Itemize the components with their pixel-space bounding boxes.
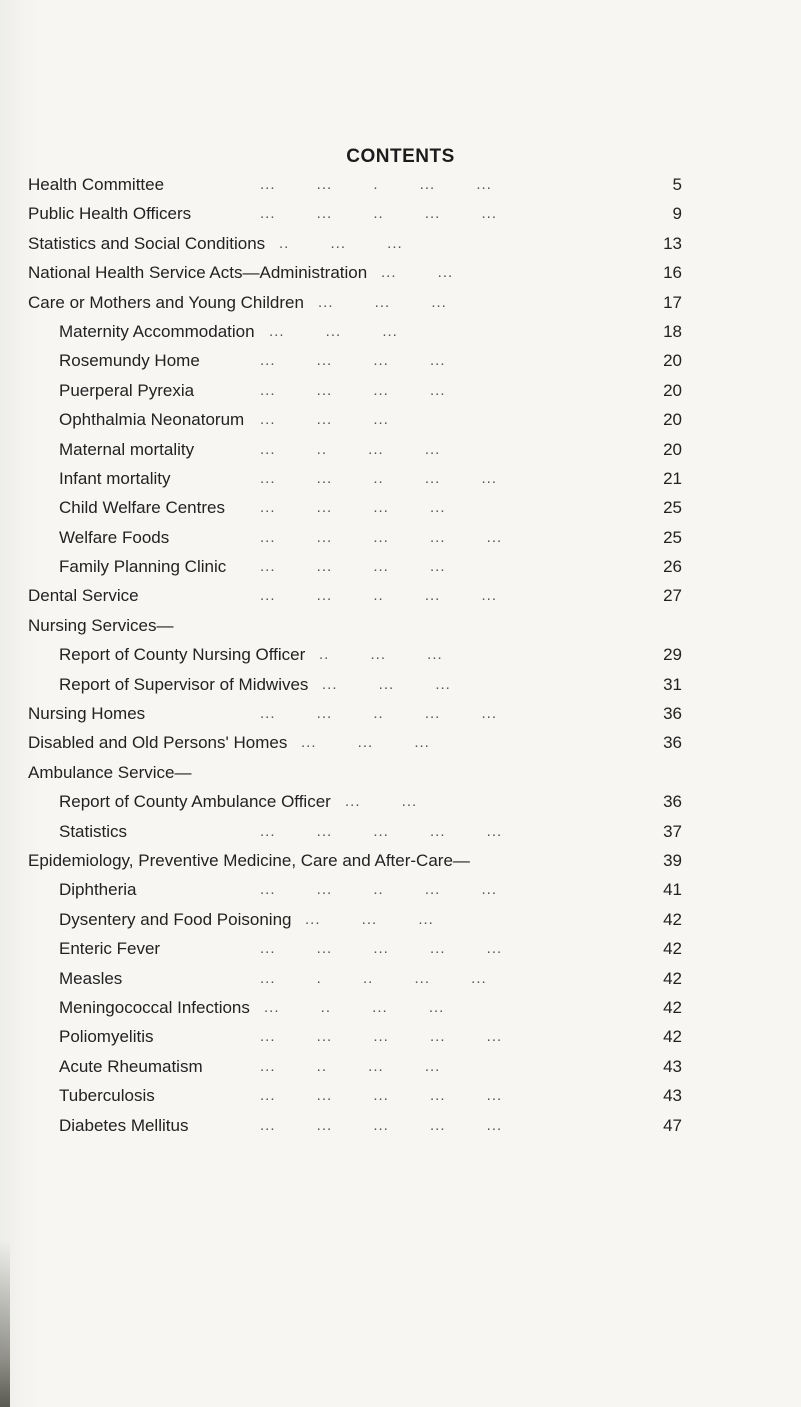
toc-entry-label: Dental Service (28, 586, 139, 606)
toc-entry-page-number: 36 (663, 733, 682, 753)
toc-entry (28, 787, 728, 816)
toc-entry-leader: ... ... ... ... (260, 381, 446, 399)
toc-entry (28, 405, 728, 434)
toc-entry-leader: ... ... ... (301, 734, 430, 752)
scan-binding-shadow (0, 1240, 10, 1407)
toc-entry (28, 875, 728, 904)
toc-entry (28, 699, 728, 728)
toc-entry-label: Public Health Officers (28, 204, 192, 224)
toc-entry-page-number: 43 (663, 1056, 682, 1076)
toc-entry-leader: ... ... ... (318, 293, 447, 311)
toc-entry (28, 934, 728, 963)
toc-entry (28, 523, 728, 552)
toc-entry-leader: ... . .. ... ... (260, 969, 487, 987)
toc-entry-label: Epidemiology, Preventive Medicine, Care and After-Care— (28, 850, 470, 870)
toc-entry (28, 993, 728, 1022)
toc-entry-leader: .. ... ... (279, 234, 403, 252)
toc-entry (28, 817, 728, 846)
toc-entry-page-number: 18 (663, 321, 682, 341)
toc-entry-page-number: 9 (672, 204, 682, 224)
toc-entry-page-number: 25 (663, 527, 682, 547)
toc-entry-label: Diphtheria (59, 880, 137, 900)
toc-entry (28, 1052, 728, 1081)
toc-entry (28, 581, 728, 610)
toc-entry (28, 670, 728, 699)
toc-entry (28, 640, 728, 669)
toc-entry-leader: ... ... ... ... (260, 499, 446, 517)
toc-entry (28, 846, 728, 875)
toc-entry-label: Tuberculosis (59, 1086, 155, 1106)
toc-entry-label: Puerperal Pyrexia (59, 380, 195, 400)
toc-entry-page-number: 36 (663, 704, 682, 724)
toc-entry-label: Child Welfare Centres (59, 498, 225, 518)
toc-entry-label: Report of County Ambulance Officer (59, 792, 331, 812)
toc-entry-label: Acute Rheumatism (59, 1056, 203, 1076)
toc-entry-page-number: 26 (663, 557, 682, 577)
toc-entry-label: Measles (59, 968, 123, 988)
toc-entry-label: Welfare Foods (59, 527, 170, 547)
toc-entry-page-number: 13 (663, 233, 682, 253)
toc-entry-page-number: 17 (663, 292, 682, 312)
toc-entry-leader: ... .. ... ... (260, 440, 441, 458)
toc-entry (28, 552, 728, 581)
toc-entry-label: Disabled and Old Persons' Homes (28, 733, 288, 753)
toc-entry (28, 1081, 728, 1110)
toc-entry-leader: ... ... ... (305, 910, 434, 928)
toc-entry (28, 170, 728, 199)
toc-entry-leader: ... ... ... ... ... (260, 1028, 503, 1046)
toc-entry-page-number: 39 (663, 850, 682, 870)
toc-entry-page-number: 47 (663, 1115, 682, 1135)
toc-entry-page-number: 42 (663, 909, 682, 929)
toc-entry-leader: ... .. ... ... (264, 998, 445, 1016)
toc-entry-label: Maternity Accommodation (59, 321, 255, 341)
toc-entry-page-number: 36 (663, 792, 682, 812)
toc-entry-page-number: 20 (663, 439, 682, 459)
toc-entry (28, 376, 728, 405)
toc-entry-page-number: 20 (663, 410, 682, 430)
table-of-contents (28, 170, 728, 1140)
toc-entry-leader: ... ... ... (269, 322, 398, 340)
toc-entry-page-number: 16 (663, 263, 682, 283)
toc-entry-page-number: 42 (663, 997, 682, 1017)
toc-entry-label: Ambulance Service— (28, 762, 192, 782)
toc-entry-label: Diabetes Mellitus (59, 1115, 189, 1135)
toc-entry-page-number: 20 (663, 380, 682, 400)
toc-entry (28, 964, 728, 993)
toc-entry-leader: ... ... .. ... ... (260, 705, 498, 723)
toc-entry (28, 905, 728, 934)
toc-entry-leader: ... ... ... (322, 675, 451, 693)
toc-entry-label: Maternal mortality (59, 439, 195, 459)
toc-entry-page-number: 25 (663, 498, 682, 518)
toc-entry-leader: ... ... ... ... (260, 352, 446, 370)
toc-entry-page-number: 41 (663, 880, 682, 900)
toc-entry-leader: ... ... .. ... ... (260, 587, 498, 605)
toc-entry (28, 1022, 728, 1051)
toc-entry-label: Dysentery and Food Poisoning (59, 909, 292, 929)
toc-entry-leader: ... ... ... (260, 411, 389, 429)
toc-entry (28, 435, 728, 464)
toc-entry-label: Meningococcal Infections (59, 997, 250, 1017)
toc-entry-leader: ... ... (345, 793, 418, 811)
toc-entry-page-number: 42 (663, 1027, 682, 1047)
toc-entry-leader: ... ... ... ... ... (260, 940, 503, 958)
toc-entry-leader: ... ... . ... ... (260, 176, 492, 193)
toc-entry-label: Nursing Homes (28, 704, 146, 724)
toc-entry-label: Statistics and Social Conditions (28, 233, 266, 253)
toc-entry-label: Statistics (59, 821, 128, 841)
toc-entry-label: Report of County Nursing Officer (59, 645, 306, 665)
toc-entry-page-number: 37 (663, 821, 682, 841)
toc-entry (28, 728, 728, 757)
toc-entry (28, 611, 728, 640)
toc-entry-label: Rosemundy Home (59, 351, 200, 371)
toc-entry-page-number: 5 (672, 175, 682, 194)
toc-entry-page-number: 21 (663, 468, 682, 488)
toc-entry (28, 199, 728, 228)
toc-entry (28, 493, 728, 522)
toc-entry-label: Enteric Fever (59, 939, 161, 959)
toc-entry-leader: ... ... ... ... ... (260, 1087, 503, 1105)
toc-entry-leader: .. ... ... (319, 646, 443, 664)
toc-entry-page-number: 29 (663, 645, 682, 665)
toc-entry-page-number: 42 (663, 939, 682, 959)
toc-entry-leader: ... ... .. ... ... (260, 469, 498, 487)
toc-entry-label: Report of Supervisor of Midwives (59, 674, 309, 694)
toc-entry-leader: ... ... ... ... ... (260, 822, 503, 840)
toc-entry (28, 258, 728, 287)
toc-entry-page-number: 42 (663, 968, 682, 988)
toc-entry (28, 288, 728, 317)
toc-entry (28, 758, 728, 787)
toc-entry-leader: ... ... .. ... ... (260, 881, 498, 899)
toc-entry-leader: ... ... ... ... ... (260, 1116, 503, 1134)
toc-entry-leader: ... ... ... ... (260, 558, 446, 576)
toc-entry-label: Family Planning Clinic (59, 557, 227, 577)
toc-entry-label: Nursing Services— (28, 615, 174, 635)
page-title: CONTENTS (346, 146, 455, 167)
toc-entry-page-number: 20 (663, 351, 682, 371)
toc-entry-leader: ... ... .. ... ... (260, 205, 498, 223)
toc-entry-leader: ... .. ... ... (260, 1057, 441, 1075)
toc-entry (28, 464, 728, 493)
toc-entry-label: Health Committee (28, 175, 165, 194)
toc-entry (28, 1111, 728, 1140)
toc-entry (28, 346, 728, 375)
toc-entry-leader: ... ... ... ... ... (260, 528, 503, 546)
toc-entry-page-number: 27 (663, 586, 682, 606)
toc-entry (28, 229, 728, 258)
toc-entry (28, 317, 728, 346)
toc-entry-label: Infant mortality (59, 468, 171, 488)
toc-entry-leader: ... ... (381, 264, 454, 282)
toc-entry-page-number: 43 (663, 1086, 682, 1106)
toc-entry-label: National Health Service Acts—Administration (28, 263, 368, 283)
toc-entry-page-number: 31 (663, 674, 682, 694)
toc-entry-label: Ophthalmia Neonatorum (59, 410, 245, 430)
toc-entry-label: Care or Mothers and Young Children (28, 292, 304, 312)
toc-entry-label: Poliomyelitis (59, 1027, 154, 1047)
